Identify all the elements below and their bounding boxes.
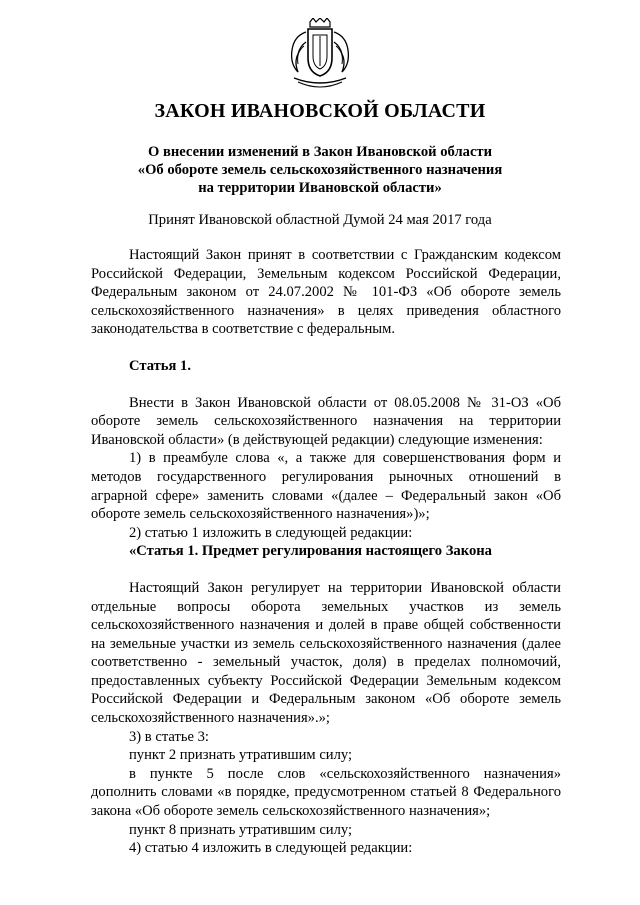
coat-of-arms-icon — [286, 18, 354, 92]
law-title: ЗАКОН ИВАНОВСКОЙ ОБЛАСТИ — [154, 100, 486, 122]
amendment-item-3: 3) в статье 3: — [129, 728, 209, 745]
amendment-item-2: 2) статью 1 изложить в следующей редакции: — [129, 524, 413, 541]
amendment-item-1: 1) в преамбуле слова «, а также для совершенствования форм и методов государственного регулирования рыночных отношений в аграрной сфере» заменить словами «(далее – Федеральный закон «Об обороте земель сельскохозяйственного назначения»)»; — [91, 450, 561, 523]
new-article-text: Настоящий Закон регулирует на территории Ивановской области отдельные вопросы оборота земельных участков из земель сельскохозяйственного назначения и долей в праве общей собственности на земельные участки из земель сельскохозяйственного назначения (далее соответственно - земельный участок, доля) в пределах полномочий, предоставленных субъекту Российской Федерации Земельным кодексом Российской Федерации и Федеральным законом «Об обороте земель сельскохозяйственного назначения».»; — [91, 579, 561, 727]
subtitle-line: на территории Ивановской области» — [198, 180, 442, 196]
new-article-heading: «Статья 1. Предмет регулирования настоящего Закона — [129, 543, 492, 560]
law-body — [91, 246, 561, 858]
amendment-item-3b: в пункте 5 после слов «сельскохозяйственного назначения» дополнить словами «в порядке, предусмотренном статьей 8 Федерального закона «Об обороте земель сельскохозяйственного назначения»; — [91, 765, 561, 820]
subtitle-line: «Об обороте земель сельскохозяйственного назначения — [137, 162, 503, 178]
adoption-date: Принят Ивановской областной Думой 24 мая 2017 года — [148, 212, 492, 228]
subtitle-line: О внесении изменений в Закон Ивановской области — [147, 144, 493, 160]
article-1-intro: Внести в Закон Ивановской области от 08.05.2008 № 31-ОЗ «Об обороте земель сельскохозяйственного назначения на территории Ивановской области» (в действующей редакции) следующие изменения: — [91, 394, 561, 448]
law-subtitle — [60, 143, 580, 197]
amendment-item-4: 4) статью 4 изложить в следующей редакции: — [129, 840, 413, 857]
amendment-item-3a: пункт 2 признать утратившим силу; — [129, 747, 353, 764]
article-1-heading: Статья 1. — [129, 357, 191, 374]
amendment-item-3c: пункт 8 признать утратившим силу; — [129, 821, 353, 838]
preamble: Настоящий Закон принят в соответствии с Гражданским кодексом Российской Федерации, Земельным кодексом Российской Федерации, Федеральным законом от 24.07.2002 № 101-ФЗ «Об обороте земель сельскохозяйственного назначения» в целях приведения областного законодательства в соответствие с федеральным. — [91, 247, 561, 338]
